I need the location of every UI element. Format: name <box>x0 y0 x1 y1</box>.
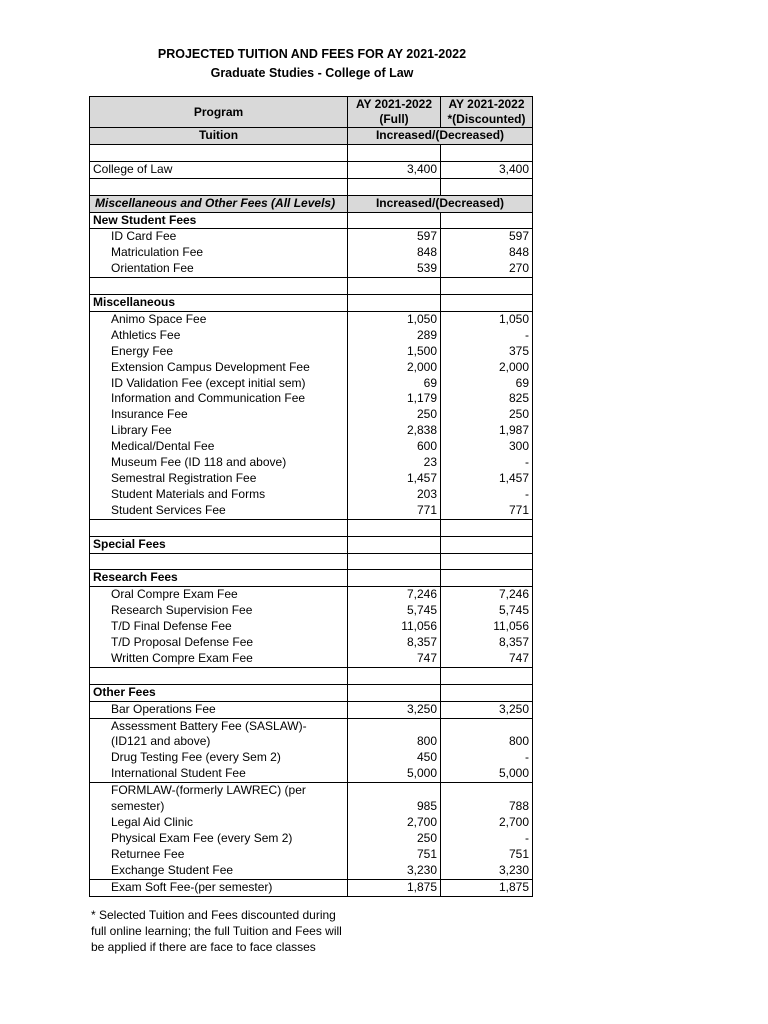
fee-full: 1,457 <box>348 471 441 487</box>
table-row <box>90 815 533 831</box>
table-row <box>90 799 533 815</box>
fee-full: 11,056 <box>348 619 441 635</box>
fee-label: Museum Fee (ID 118 and above) <box>90 455 348 471</box>
table-row <box>90 651 533 667</box>
table-row <box>90 407 533 423</box>
misc-increased-header: Increased/(Decreased) <box>348 195 533 212</box>
fee-discounted: 11,056 <box>441 619 533 635</box>
fee-discounted: 7,246 <box>441 587 533 603</box>
fee-full: 69 <box>348 376 441 392</box>
table-row <box>90 471 533 487</box>
fee-full: 250 <box>348 407 441 423</box>
fee-label: Insurance Fee <box>90 407 348 423</box>
program-header: Program <box>90 97 348 128</box>
fee-label: semester) <box>90 799 348 815</box>
section-row <box>90 212 533 229</box>
fee-full: 7,246 <box>348 587 441 603</box>
fee-discounted: 270 <box>441 261 533 277</box>
fee-full: 751 <box>348 847 441 863</box>
table-row <box>90 439 533 455</box>
table-row <box>90 847 533 863</box>
fee-label: Extension Campus Development Fee <box>90 360 348 376</box>
tuition-discounted: 3,400 <box>441 161 533 178</box>
fee-label: Information and Communication Fee <box>90 391 348 407</box>
table-row <box>90 718 533 734</box>
section-label: Research Fees <box>90 570 348 587</box>
blank-row <box>90 178 533 195</box>
section-new-student: New Student Fees <box>90 212 348 229</box>
fee-full: 5,745 <box>348 603 441 619</box>
fee-full: 250 <box>348 831 441 847</box>
fee-full: 600 <box>348 439 441 455</box>
tuition-program: College of Law <box>90 161 348 178</box>
tuition-full: 3,400 <box>348 161 441 178</box>
table-row <box>90 603 533 619</box>
fee-full: 1,500 <box>348 344 441 360</box>
table-row <box>90 734 533 750</box>
fee-label: Exam Soft Fee-(per semester) <box>90 879 348 896</box>
tuition-header: Tuition <box>90 128 348 145</box>
fee-label: Bar Operations Fee <box>90 701 348 718</box>
table-row <box>90 487 533 503</box>
fee-discounted: 788 <box>441 799 533 815</box>
fee-label: Written Compre Exam Fee <box>90 651 348 667</box>
fee-full: 800 <box>348 734 441 750</box>
page-subtitle: Graduate Studies - College of Law <box>210 66 414 80</box>
fee-label: International Student Fee <box>90 766 348 782</box>
table-row <box>90 619 533 635</box>
fee-label: Physical Exam Fee (every Sem 2) <box>90 831 348 847</box>
table-header-row <box>90 97 533 128</box>
table-row <box>90 587 533 603</box>
table-row <box>90 766 533 782</box>
fee-discounted: - <box>441 328 533 344</box>
fee-full: 2,700 <box>348 815 441 831</box>
fee-full: 23 <box>348 455 441 471</box>
fee-discounted: 800 <box>441 734 533 750</box>
fee-discounted: 3,250 <box>441 701 533 718</box>
section-label: Miscellaneous <box>90 295 348 312</box>
table-row <box>90 311 533 327</box>
increased-header: Increased/(Decreased) <box>348 128 533 145</box>
fee-discounted: 1,050 <box>441 311 533 327</box>
fee-full: 3,230 <box>348 863 441 879</box>
fee-full: 289 <box>348 328 441 344</box>
table-row <box>90 261 533 277</box>
fee-label: Matriculation Fee <box>90 245 348 261</box>
fee-discounted: 1,987 <box>441 423 533 439</box>
fee-label: Legal Aid Clinic <box>90 815 348 831</box>
fee-full: 3,250 <box>348 701 441 718</box>
section-label: Special Fees <box>90 536 348 553</box>
fee-full: 1,050 <box>348 311 441 327</box>
blank-row <box>90 144 533 161</box>
section-row <box>90 570 533 587</box>
fee-discounted: 3,230 <box>441 863 533 879</box>
fee-full: 1,179 <box>348 391 441 407</box>
fee-full: 848 <box>348 245 441 261</box>
footnote: * Selected Tuition and Fees discounted during full online learning; the full Tuition and Fees will be applied if there are face to face classes <box>91 908 342 954</box>
full-column-header: AY 2021-2022 (Full) <box>348 97 441 128</box>
fee-discounted: 1,457 <box>441 471 533 487</box>
fee-full: 539 <box>348 261 441 277</box>
fees-table <box>89 96 533 897</box>
fee-label: FORMLAW-(formerly LAWREC) (per <box>90 783 348 799</box>
fee-full: 747 <box>348 651 441 667</box>
table-row <box>90 783 533 799</box>
fee-label: Oral Compre Exam Fee <box>90 587 348 603</box>
table-row <box>90 701 533 718</box>
fee-full: 8,357 <box>348 635 441 651</box>
fee-discounted: 848 <box>441 245 533 261</box>
fee-label: Semestral Registration Fee <box>90 471 348 487</box>
fee-label: T/D Final Defense Fee <box>90 619 348 635</box>
fee-discounted: 69 <box>441 376 533 392</box>
fee-label: ID Card Fee <box>90 229 348 245</box>
table-row <box>90 344 533 360</box>
table-row <box>90 503 533 519</box>
fee-discounted: - <box>441 831 533 847</box>
discounted-column-header: AY 2021-2022 *(Discounted) <box>441 97 533 128</box>
table-row <box>90 161 533 178</box>
blank-row <box>90 553 533 570</box>
table-row <box>90 423 533 439</box>
table-row <box>90 879 533 896</box>
fee-full: 985 <box>348 799 441 815</box>
fee-label: Research Supervision Fee <box>90 603 348 619</box>
fee-full: 597 <box>348 229 441 245</box>
section-row <box>90 684 533 701</box>
table-row <box>90 360 533 376</box>
fee-full: 203 <box>348 487 441 503</box>
section-row <box>90 536 533 553</box>
fee-discounted: 375 <box>441 344 533 360</box>
fee-label: Student Materials and Forms <box>90 487 348 503</box>
fee-discounted: 5,745 <box>441 603 533 619</box>
fee-full: 2,838 <box>348 423 441 439</box>
fee-discounted: 8,357 <box>441 635 533 651</box>
fee-label: Orientation Fee <box>90 261 348 277</box>
blank-row <box>90 519 533 536</box>
fee-full: 450 <box>348 750 441 766</box>
fee-discounted: 771 <box>441 503 533 519</box>
table-row <box>90 863 533 879</box>
section-label: Other Fees <box>90 684 348 701</box>
fee-discounted: 751 <box>441 847 533 863</box>
fee-discounted: - <box>441 487 533 503</box>
fee-label: Athletics Fee <box>90 328 348 344</box>
fee-full: 5,000 <box>348 766 441 782</box>
fee-discounted: 5,000 <box>441 766 533 782</box>
table-row <box>90 391 533 407</box>
tuition-header-row <box>90 128 533 145</box>
table-row <box>90 328 533 344</box>
blank-row <box>90 667 533 684</box>
fee-label: Drug Testing Fee (every Sem 2) <box>90 750 348 766</box>
fee-label: Assessment Battery Fee (SASLAW)- <box>90 718 348 734</box>
fee-discounted: 597 <box>441 229 533 245</box>
section-row <box>90 295 533 312</box>
fee-label: Student Services Fee <box>90 503 348 519</box>
fee-full: 771 <box>348 503 441 519</box>
table-row <box>90 750 533 766</box>
fee-label: Energy Fee <box>90 344 348 360</box>
table-row <box>90 229 533 245</box>
table-row <box>90 635 533 651</box>
misc-header: Miscellaneous and Other Fees (All Levels) <box>90 195 348 212</box>
table-row <box>90 376 533 392</box>
table-row <box>90 455 533 471</box>
fee-full: 1,875 <box>348 879 441 896</box>
fee-discounted: 250 <box>441 407 533 423</box>
blank-row <box>90 278 533 295</box>
fee-discounted: - <box>441 750 533 766</box>
fee-discounted: 2,000 <box>441 360 533 376</box>
fee-discounted: 2,700 <box>441 815 533 831</box>
misc-header-row <box>90 195 533 212</box>
fee-discounted: 825 <box>441 391 533 407</box>
fee-label: Library Fee <box>90 423 348 439</box>
fee-label: T/D Proposal Defense Fee <box>90 635 348 651</box>
fee-label: ID Validation Fee (except initial sem) <box>90 376 348 392</box>
fee-label: (ID121 and above) <box>90 734 348 750</box>
page-title: PROJECTED TUITION AND FEES FOR AY 2021-2022 <box>157 47 467 61</box>
fee-label: Medical/Dental Fee <box>90 439 348 455</box>
fee-label: Exchange Student Fee <box>90 863 348 879</box>
table-row <box>90 245 533 261</box>
table-row <box>90 831 533 847</box>
fee-full: 2,000 <box>348 360 441 376</box>
fee-discounted: 1,875 <box>441 879 533 896</box>
fee-discounted: - <box>441 455 533 471</box>
fee-discounted: 300 <box>441 439 533 455</box>
fee-label: Animo Space Fee <box>90 311 348 327</box>
fee-discounted: 747 <box>441 651 533 667</box>
fee-label: Returnee Fee <box>90 847 348 863</box>
